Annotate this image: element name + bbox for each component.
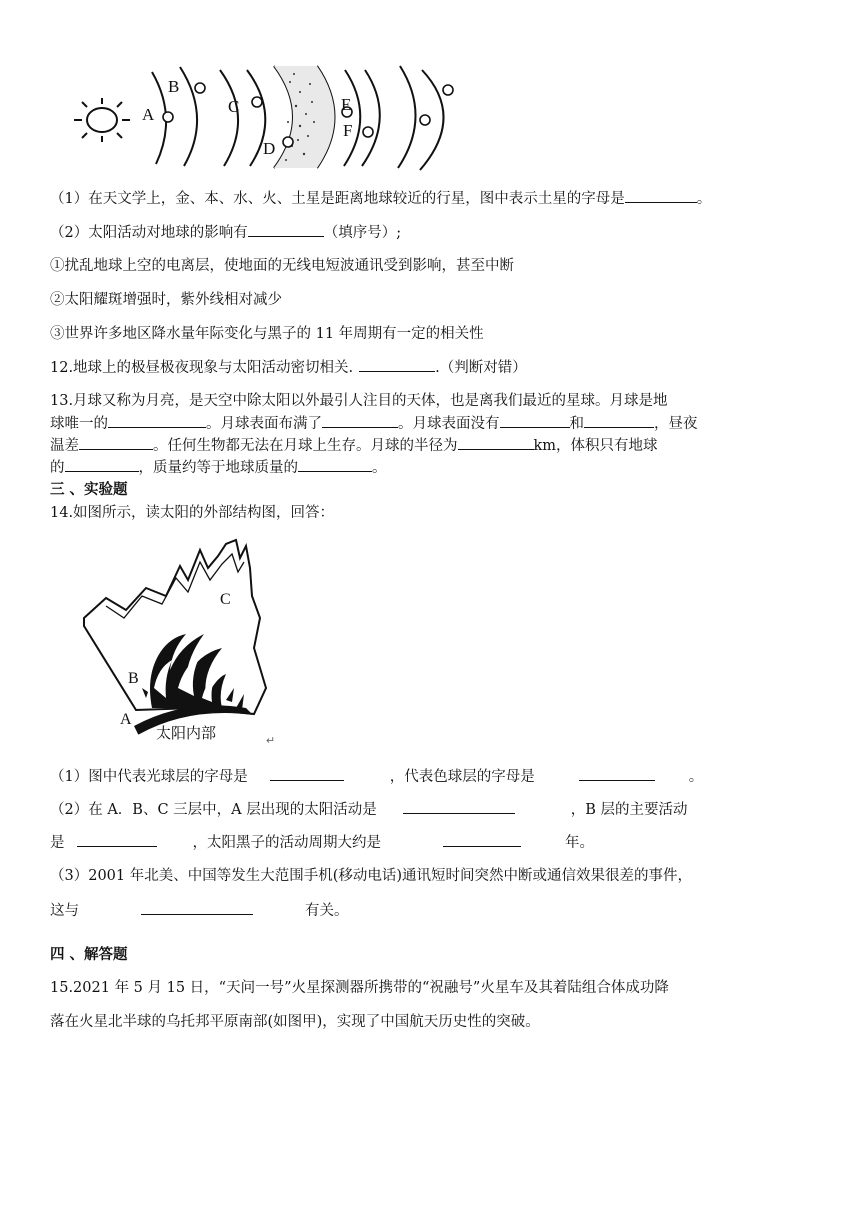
label-c: C <box>220 591 231 608</box>
answer-blank[interactable] <box>108 413 206 428</box>
answer-blank[interactable] <box>248 222 324 237</box>
letter-f: F <box>343 121 353 140</box>
q14-part1: （1）图中代表光球层的字母是 ，代表色球层的字母是 。 <box>50 766 703 787</box>
q14-part3-line1: （3）2001 年北美、中国等发生大范围手机(移动电话)通讯短时间突然中断或通信效果很差的事件， <box>50 868 693 884</box>
q11-option-1: ①扰乱地球上空的电离层，使地面的无线电短波通讯受到影响，甚至中断 <box>50 258 514 274</box>
return-mark: ↵ <box>266 735 276 747</box>
q13-line4: 的 ，质量约等于地球质量的 。 <box>50 457 387 478</box>
answer-blank[interactable] <box>625 188 697 203</box>
q13-line3: 温差 。任何生物都无法在月球上生存。月球的半径为 km，体积只有地球 <box>50 435 658 456</box>
answer-blank[interactable] <box>79 435 153 450</box>
sun-icon <box>74 98 130 142</box>
q13-line2: 球唯一的 。月球表面布满了 。月球表面没有 和 ，昼夜 <box>50 413 698 434</box>
chromosphere-flames <box>142 634 244 710</box>
label-a: A <box>120 711 132 728</box>
q11-option-2: ②太阳耀斑增强时，紫外线相对减少 <box>50 292 282 308</box>
answer-blank[interactable] <box>584 413 654 428</box>
answer-blank[interactable] <box>65 457 139 472</box>
q14-part2-line2: 是 ，太阳黑子的活动周期大约是 年。 <box>50 832 594 853</box>
sun-structure-figure <box>76 538 286 748</box>
letter-e: E <box>341 95 352 114</box>
q13-line1: 13.月球又称为月亮，是天空中除太阳以外最引人注目的天体，也是离我们最近的星球。月球是地 <box>50 393 668 409</box>
letter-c: C <box>228 97 240 116</box>
answer-blank[interactable] <box>270 766 344 781</box>
answer-blank[interactable] <box>322 413 398 428</box>
answer-blank[interactable] <box>77 832 157 847</box>
q15-line1: 15.2021 年 5 月 15 日，“天问一号”火星探测器所携带的“祝融号”火星车及其着陆组合体成功降 <box>50 980 669 996</box>
solar-system-figure <box>60 62 480 172</box>
q11-part1: （1）在天文学上，金、本、水、火、土星是距离地球较近的行星，图中表示土星的字母是 。 <box>50 188 711 209</box>
section-3-title: 三 、实验题 <box>50 481 128 498</box>
figure-caption: 太阳内部 <box>156 726 217 742</box>
answer-blank[interactable] <box>141 900 253 915</box>
answer-blank[interactable] <box>458 435 534 450</box>
letter-a: A <box>142 105 155 124</box>
q11-part2: （2）太阳活动对地球的影响有 （填序号）; <box>50 222 401 243</box>
answer-blank[interactable] <box>500 413 570 428</box>
q14-stem: 14.如图所示，读太阳的外部结构图，回答： <box>50 505 335 521</box>
letter-d: D <box>263 139 276 158</box>
letter-b: B <box>168 77 180 96</box>
q15-line2: 落在火星北半球的乌托邦平原南部(如图甲)，实现了中国航天历史性的突破。 <box>50 1014 540 1030</box>
label-b: B <box>128 670 139 687</box>
q12: 12.地球上的极昼极夜现象与太阳活动密切相关. .（判断对错） <box>50 357 527 378</box>
answer-blank[interactable] <box>298 457 372 472</box>
q14-part3-line2: 这与 有关。 <box>50 900 349 921</box>
answer-blank[interactable] <box>403 799 515 814</box>
answer-blank[interactable] <box>443 832 521 847</box>
answer-blank[interactable] <box>579 766 655 781</box>
section-4-title: 四 、解答题 <box>50 946 128 963</box>
answer-blank[interactable] <box>359 357 435 372</box>
q14-part2-line1: （2）在 A．B、C 三层中，A 层出现的太阳活动是 ，B 层的主要活动 <box>50 799 688 820</box>
q11-option-3: ③世界许多地区降水量年际变化与黑子的 11 年周期有一定的相关性 <box>50 326 484 342</box>
